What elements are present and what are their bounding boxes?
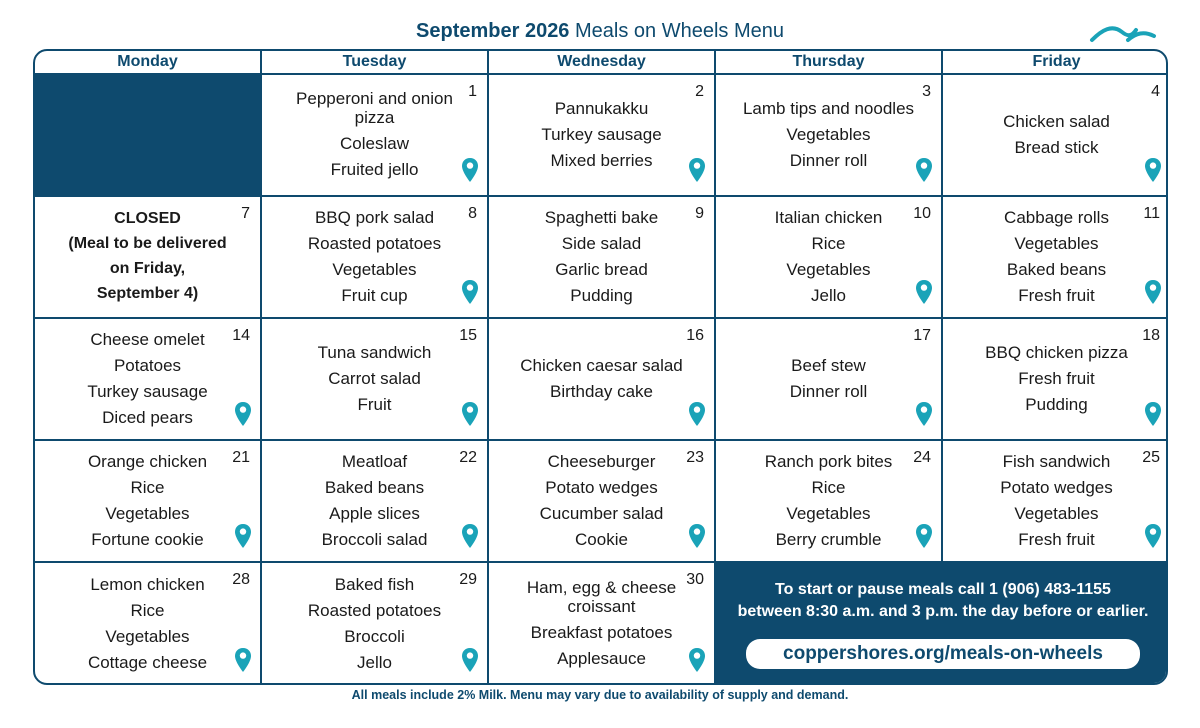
day-cell: [943, 197, 1168, 319]
day-number: 25: [1142, 449, 1160, 466]
menu-item: Chicken salad: [1003, 111, 1110, 131]
menu-item: Vegetables: [332, 259, 417, 279]
menu-item: Fruit cup: [341, 285, 408, 305]
location-pin-icon: [461, 279, 479, 305]
menu-item: Coleslaw: [340, 134, 409, 153]
day-number: 15: [459, 327, 477, 344]
page-title: [0, 20, 1200, 43]
day-number: 28: [232, 571, 250, 588]
menu-item: Lemon chicken: [90, 574, 205, 594]
location-pin-icon: [461, 401, 479, 427]
day-number: 3: [922, 83, 931, 100]
day-cell: [716, 441, 943, 563]
menu-item: Rice: [130, 600, 165, 620]
menu-item: Italian chicken: [774, 207, 883, 227]
menu-item: Spaghetti bake: [544, 207, 659, 227]
menu-item: Meatloaf: [341, 451, 408, 471]
menu-item: Mixed berries: [550, 150, 653, 170]
website-link[interactable]: coppershores.org/meals-on-wheels: [746, 639, 1140, 669]
menu-item: Fruited jello: [330, 160, 419, 179]
day-number: 23: [686, 449, 704, 466]
menu-item: Fresh fruit: [1018, 529, 1095, 549]
menu-item: Cheeseburger: [547, 451, 656, 471]
location-pin-icon: [234, 647, 252, 673]
day-cell: [262, 197, 489, 319]
menu-item: Carrot salad: [328, 368, 421, 388]
menu-item: Fresh fruit: [1018, 368, 1095, 388]
day-number: 14: [232, 327, 250, 344]
location-pin-icon: [234, 523, 252, 549]
day-header-1: Tuesday: [262, 51, 489, 75]
closed-note-line: on Friday,: [109, 260, 186, 277]
location-pin-icon: [234, 401, 252, 427]
menu-item: Potatoes: [113, 355, 182, 375]
menu-item: Vegetables: [1014, 233, 1099, 253]
menu-item: Vegetables: [786, 124, 871, 144]
title-text: Meals on Wheels Menu: [569, 20, 784, 42]
location-pin-icon: [461, 157, 479, 183]
menu-item: Cabbage rolls: [1004, 207, 1109, 227]
day-number: 18: [1142, 327, 1160, 344]
menu-item: Garlic bread: [555, 259, 648, 279]
menu-item: Dinner roll: [789, 381, 868, 401]
day-header-0: Monday: [35, 51, 262, 75]
day-number: 9: [695, 205, 704, 222]
menu-item: Beef stew: [791, 355, 866, 375]
menu-item: Dinner roll: [789, 150, 868, 170]
contact-hours-line: between 8:30 a.m. and 3 p.m. the day before or earlier.: [737, 603, 1149, 620]
menu-item: Breakfast potatoes: [530, 623, 673, 642]
menu-item: Fresh fruit: [1018, 285, 1095, 305]
menu-item: Jello: [811, 285, 846, 305]
day-cell: [489, 319, 716, 441]
location-pin-icon: [688, 647, 706, 673]
location-pin-icon: [1144, 523, 1162, 549]
menu-item: Bread stick: [1014, 137, 1099, 157]
menu-item: Jello: [357, 652, 392, 672]
location-pin-icon: [461, 523, 479, 549]
footer-note: All meals include 2% Milk. Menu may vary due to availability of supply and demand.: [351, 688, 849, 702]
day-cell: [35, 197, 262, 319]
menu-item: Applesauce: [557, 649, 646, 668]
day-number: 17: [913, 327, 931, 344]
menu-item: Fish sandwich: [1002, 451, 1111, 471]
day-cell: [35, 441, 262, 563]
menu-item: Turkey sausage: [87, 381, 208, 401]
menu-item: Cottage cheese: [87, 652, 208, 672]
title-month: September 2026: [416, 20, 570, 42]
menu-item: Vegetables: [105, 626, 190, 646]
location-pin-icon: [688, 401, 706, 427]
menu-item: Baked beans: [324, 477, 425, 497]
menu-item: Baked fish: [334, 574, 415, 594]
menu-item: Tuna sandwich: [317, 342, 432, 362]
menu-item: Vegetables: [1014, 503, 1099, 523]
day-cell: [716, 319, 943, 441]
location-pin-icon: [915, 157, 933, 183]
menu-calendar: [33, 49, 1168, 685]
menu-item: Roasted potatoes: [307, 233, 442, 253]
menu-item: Pannukakku: [554, 98, 649, 118]
day-number: 2: [695, 83, 704, 100]
menu-item: Rice: [130, 477, 165, 497]
menu-item: Diced pears: [102, 407, 193, 427]
menu-item: BBQ chicken pizza: [985, 342, 1128, 362]
menu-item: Birthday cake: [550, 381, 653, 401]
day-number: 21: [232, 449, 250, 466]
location-pin-icon: [1144, 157, 1162, 183]
menu-item: Vegetables: [786, 259, 871, 279]
day-number: 29: [459, 571, 477, 588]
menu-item: Broccoli: [344, 626, 405, 646]
location-pin-icon: [915, 401, 933, 427]
wave-logo-icon: [1088, 20, 1158, 46]
menu-item: Vegetables: [105, 503, 190, 523]
menu-item: Potato wedges: [1000, 477, 1113, 497]
contact-phone-line: To start or pause meals call 1 (906) 483-1155: [775, 581, 1111, 598]
day-cell: [943, 319, 1168, 441]
menu-item: Chicken caesar salad: [520, 355, 683, 375]
menu-item: Ham, egg & cheese croissant: [526, 578, 677, 616]
menu-item: Ranch pork bites: [764, 451, 893, 471]
day-number: 24: [913, 449, 931, 466]
menu-item: Cucumber salad: [539, 503, 664, 523]
day-cell: [489, 197, 716, 319]
day-number: 10: [913, 205, 931, 222]
day-cell: [262, 441, 489, 563]
location-pin-icon: [915, 523, 933, 549]
closed-note-line: (Meal to be delivered: [68, 235, 227, 252]
day-cell: [489, 563, 716, 685]
location-pin-icon: [461, 647, 479, 673]
closed-note-line: CLOSED: [114, 210, 181, 227]
day-number: 7: [241, 205, 250, 222]
day-number: 8: [468, 205, 477, 222]
day-cell: [716, 75, 943, 197]
menu-item: Turkey sausage: [541, 124, 662, 144]
day-cell: [35, 563, 262, 685]
menu-item: Baked beans: [1006, 259, 1107, 279]
menu-item: Vegetables: [786, 503, 871, 523]
day-cell: [262, 319, 489, 441]
day-cell: [35, 319, 262, 441]
menu-item: Roasted potatoes: [307, 600, 442, 620]
empty-day-cell: [35, 75, 262, 197]
location-pin-icon: [1144, 401, 1162, 427]
menu-item: Cheese omelet: [90, 329, 205, 349]
day-header-2: Wednesday: [489, 51, 716, 75]
day-number: 30: [686, 571, 704, 588]
menu-item: Potato wedges: [545, 477, 658, 497]
location-pin-icon: [1144, 279, 1162, 305]
menu-item: Pudding: [1025, 394, 1088, 414]
day-header-3: Thursday: [716, 51, 943, 75]
menu-item: Cookie: [575, 529, 628, 549]
location-pin-icon: [688, 523, 706, 549]
day-cell: [716, 197, 943, 319]
menu-item: Side salad: [561, 233, 642, 253]
day-cell: [262, 563, 489, 685]
day-header-4: Friday: [943, 51, 1168, 75]
day-number: 22: [459, 449, 477, 466]
menu-item: Pepperoni and onion pizza: [296, 89, 453, 127]
location-pin-icon: [688, 157, 706, 183]
menu-item: BBQ pork salad: [314, 207, 435, 227]
menu-item: Rice: [811, 233, 846, 253]
day-number: 4: [1151, 83, 1160, 100]
closed-note-line: September 4): [96, 285, 199, 302]
menu-item: Berry crumble: [775, 529, 882, 549]
day-cell: [262, 75, 489, 197]
day-number: 16: [686, 327, 704, 344]
day-cell: [943, 441, 1168, 563]
menu-item: Pudding: [570, 285, 633, 305]
day-number: 11: [1143, 205, 1160, 222]
location-pin-icon: [915, 279, 933, 305]
menu-item: Apple slices: [329, 503, 420, 523]
menu-item: Rice: [811, 477, 846, 497]
menu-item: Fruit: [357, 394, 392, 414]
menu-item: Fortune cookie: [91, 529, 204, 549]
day-number: 1: [468, 83, 477, 100]
contact-info-box: [716, 563, 1168, 685]
menu-item: Broccoli salad: [321, 529, 428, 549]
day-cell: [489, 441, 716, 563]
menu-item: Orange chicken: [87, 451, 208, 471]
day-cell: [943, 75, 1168, 197]
day-cell: [489, 75, 716, 197]
menu-item: Lamb tips and noodles: [742, 98, 915, 118]
